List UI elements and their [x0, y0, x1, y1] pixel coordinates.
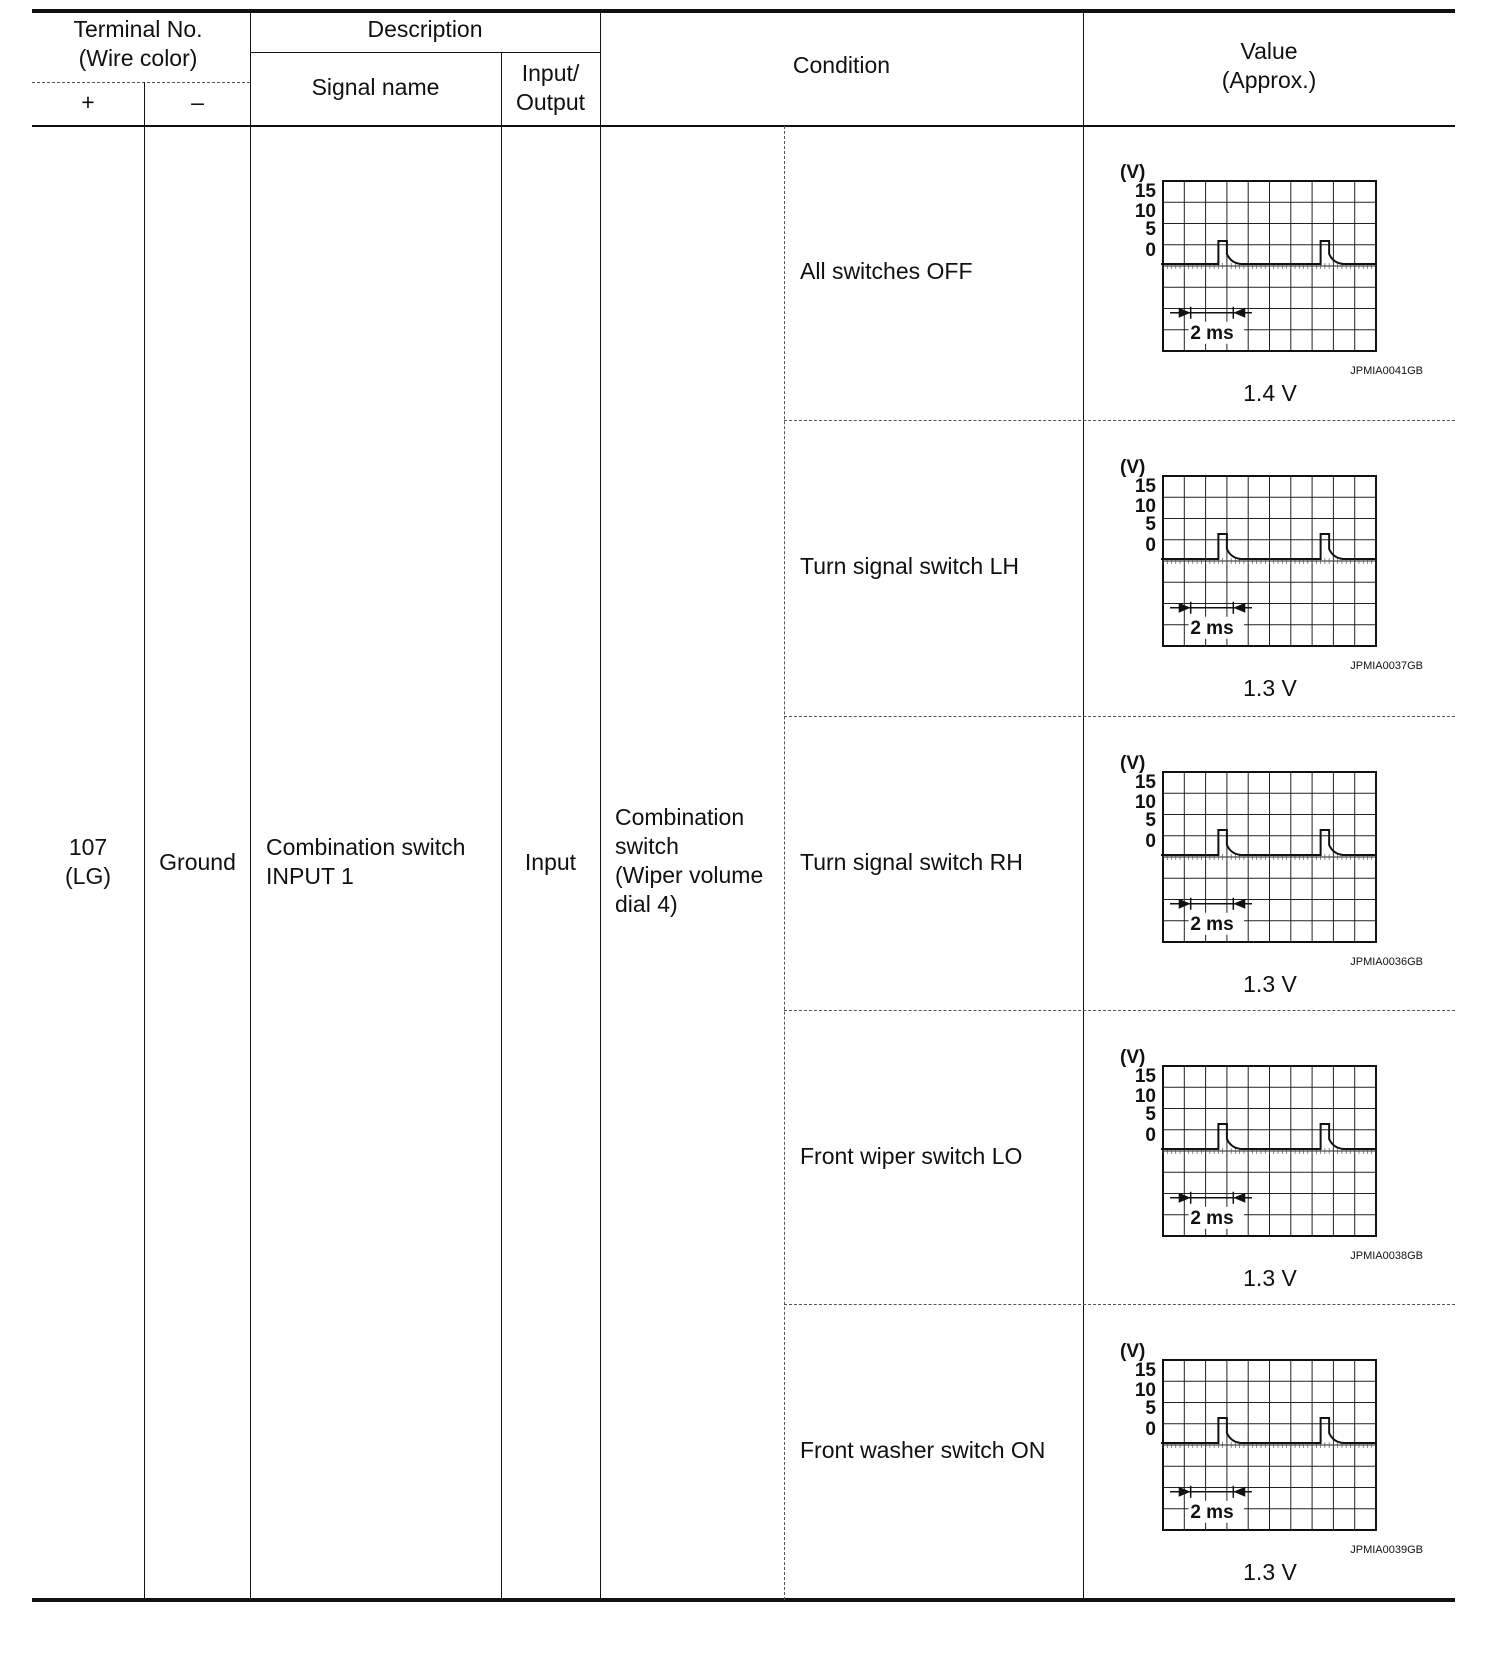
scope-time-label: 2 ms — [1190, 617, 1234, 639]
scope-time-label: 2 ms — [1190, 322, 1234, 344]
scope-tick-label: 15 — [1134, 181, 1156, 202]
waveform-line — [1161, 1418, 1376, 1443]
scope-tick-label: 10 — [1134, 792, 1156, 813]
col-line-250 — [250, 11, 251, 1601]
scope-tick-label: 0 — [1145, 1125, 1156, 1146]
condition-1: Combination — [615, 804, 745, 830]
subrow-value: 1.3 V — [1243, 675, 1297, 701]
scope-tick-label: 0 — [1145, 1419, 1156, 1440]
scope-tick-label: 5 — [1145, 810, 1156, 831]
subrow-condition: Turn signal switch RH — [800, 849, 1023, 875]
scope-tick-label: 10 — [1134, 496, 1156, 517]
scope-tick-label: 10 — [1134, 201, 1156, 222]
scope-tick-label: 0 — [1145, 240, 1156, 261]
table-bottom-border — [32, 1598, 1455, 1602]
waveform-line — [1161, 830, 1376, 855]
header-plus: + — [81, 89, 95, 115]
scope-unit-label: (V) — [1120, 1047, 1146, 1068]
subrow-divider-2 — [784, 716, 1455, 717]
subrow-value: 1.3 V — [1243, 1559, 1297, 1585]
condition-4: dial 4) — [615, 891, 678, 917]
header-minus: – — [191, 89, 204, 115]
ground-terminal: Ground — [159, 849, 236, 875]
scope-tick-label: 10 — [1134, 1086, 1156, 1107]
table-top-border — [32, 9, 1455, 13]
header-wire-color: (Wire color) — [78, 45, 198, 71]
scope-unit-label: (V) — [1120, 162, 1146, 183]
header-description: Description — [367, 16, 483, 42]
header-signal-name: Signal name — [311, 74, 440, 100]
subrow-condition: Front washer switch ON — [800, 1437, 1046, 1463]
header-description-divider — [250, 52, 600, 53]
scope-tick-label: 5 — [1145, 514, 1156, 535]
figure-code: JPMIA0037GB — [1350, 660, 1423, 672]
wire-color: (LG) — [65, 863, 111, 889]
waveform-chart — [1120, 1047, 1430, 1262]
figure-code: JPMIA0036GB — [1350, 956, 1423, 968]
header-input-output-2: Output — [515, 89, 586, 115]
waveform-chart — [1120, 162, 1430, 377]
io-value: Input — [524, 849, 577, 875]
subrow-divider-4 — [784, 1304, 1455, 1305]
subrow-value: 1.3 V — [1243, 971, 1297, 997]
waveform-line — [1161, 1124, 1376, 1149]
waveform-line — [1161, 534, 1376, 559]
scope-tick-label: 15 — [1134, 476, 1156, 497]
signal-name-1: Combination switch — [266, 834, 466, 860]
signal-name-2: INPUT 1 — [266, 863, 354, 889]
condition-3: (Wiper volume — [615, 862, 764, 888]
subrow-condition: Front wiper switch LO — [800, 1143, 1023, 1169]
col-line-784 — [784, 126, 785, 1600]
header-condition: Condition — [792, 52, 891, 78]
scope-tick-label: 0 — [1145, 535, 1156, 556]
col-line-1083 — [1083, 11, 1084, 1601]
terminal-number: 107 — [68, 834, 108, 860]
col-line-600 — [600, 11, 601, 1601]
subrow-divider-1 — [784, 420, 1455, 421]
subrow-condition: Turn signal switch LH — [800, 553, 1020, 579]
scope-unit-label: (V) — [1120, 457, 1146, 478]
subrow-value: 1.3 V — [1243, 1265, 1297, 1291]
scope-tick-label: 10 — [1134, 1380, 1156, 1401]
scope-tick-label: 0 — [1145, 831, 1156, 852]
scope-tick-label: 5 — [1145, 219, 1156, 240]
header-terminal-divider — [32, 82, 250, 83]
header-bottom-border — [32, 125, 1455, 127]
scope-tick-label: 15 — [1134, 772, 1156, 793]
waveform-chart — [1120, 1341, 1430, 1556]
waveform-chart — [1120, 457, 1430, 672]
scope-time-label: 2 ms — [1190, 913, 1234, 935]
scope-unit-label: (V) — [1120, 1341, 1146, 1362]
subrow-value: 1.4 V — [1243, 380, 1297, 406]
header-value-1: Value — [1240, 38, 1298, 64]
header-input-output-1: Input/ — [521, 60, 580, 86]
scope-tick-label: 15 — [1134, 1360, 1156, 1381]
figure-code: JPMIA0039GB — [1350, 1544, 1423, 1556]
scope-tick-label: 5 — [1145, 1398, 1156, 1419]
scope-time-label: 2 ms — [1190, 1207, 1234, 1229]
header-terminal-no: Terminal No. — [73, 16, 203, 42]
scope-unit-label: (V) — [1120, 753, 1146, 774]
condition-2: switch — [615, 833, 679, 859]
scope-time-label: 2 ms — [1190, 1501, 1234, 1523]
subrow-divider-3 — [784, 1010, 1455, 1011]
figure-code: JPMIA0041GB — [1350, 365, 1423, 377]
scope-tick-label: 5 — [1145, 1104, 1156, 1125]
header-value-2: (Approx.) — [1221, 67, 1317, 93]
subrow-condition: All switches OFF — [800, 258, 973, 284]
scope-tick-label: 15 — [1134, 1066, 1156, 1087]
figure-code: JPMIA0038GB — [1350, 1250, 1423, 1262]
waveform-chart — [1120, 753, 1430, 968]
